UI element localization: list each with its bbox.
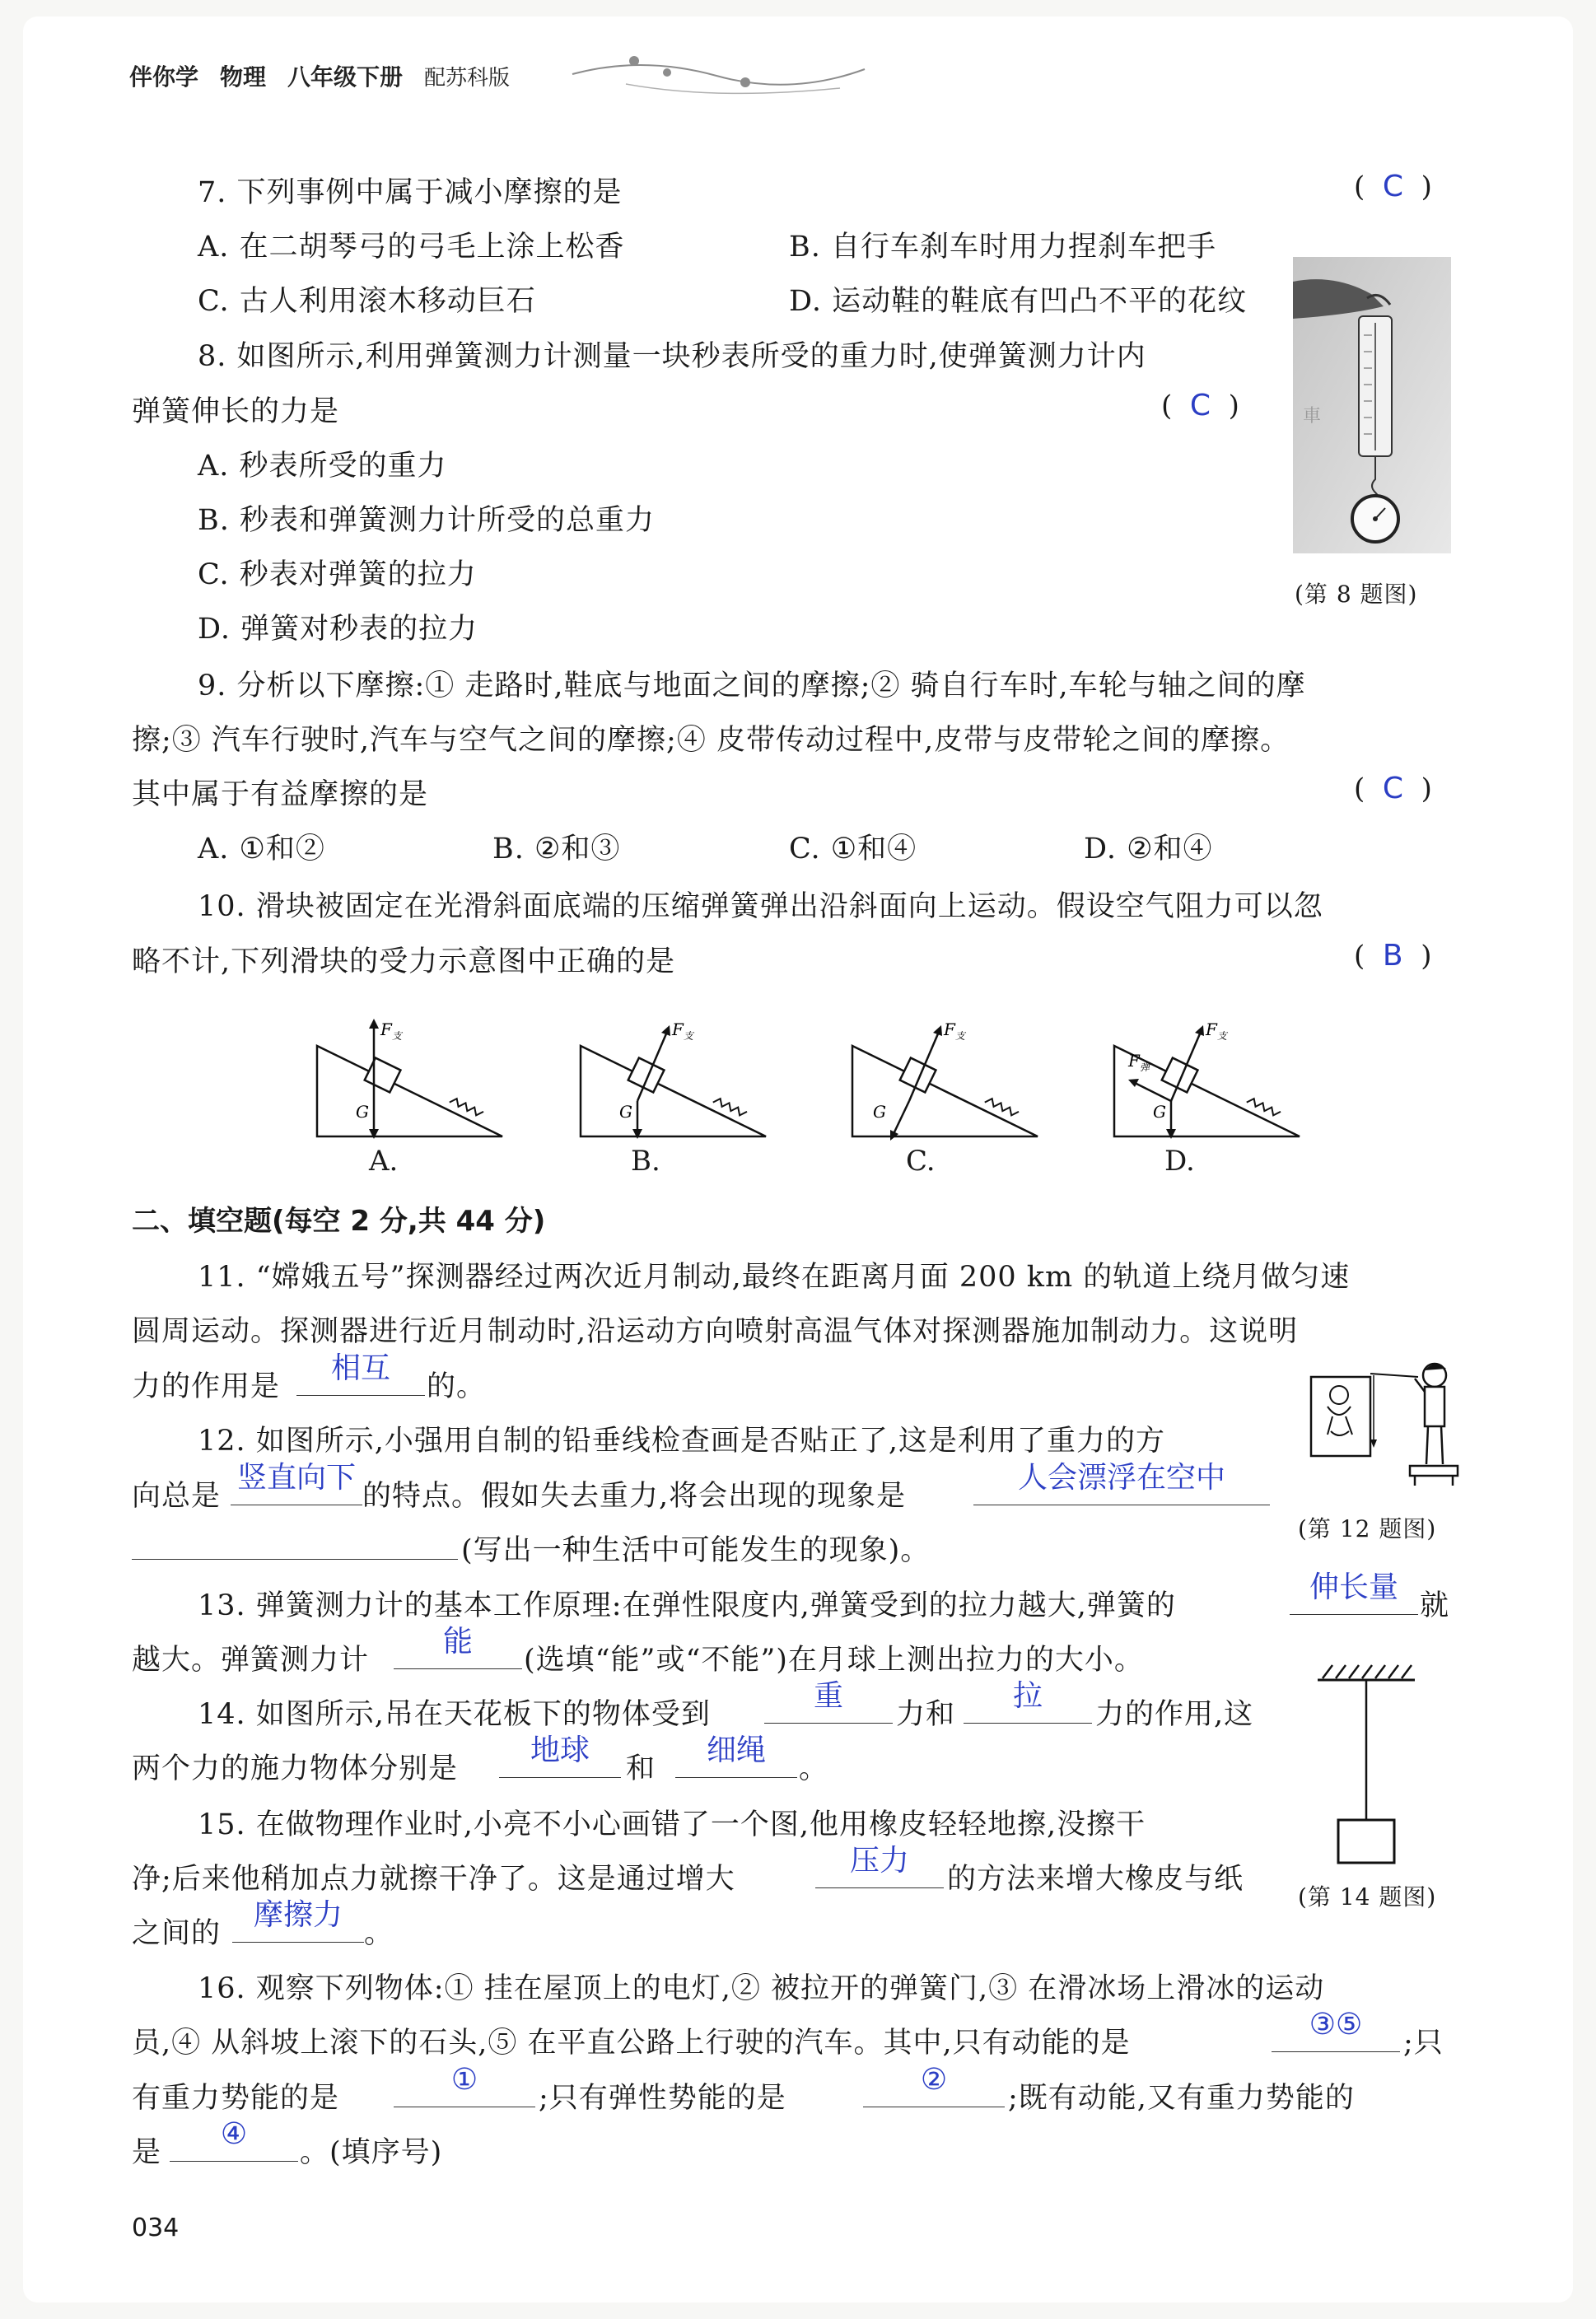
q10-line2: 略不计,下列滑块的受力示意图中正确的是	[132, 945, 676, 978]
q10-diagram-c	[840, 1009, 1054, 1149]
q10-diagram-b-label: B.	[631, 1145, 660, 1178]
q8-option-b: B. 秒表和弹簧测力计所受的总重力	[198, 504, 655, 537]
svg-text:車: 車	[1303, 406, 1322, 427]
q10-d-spring-sub: 弹	[1139, 1062, 1150, 1073]
svg-text:F支	[1205, 1020, 1229, 1042]
q8-answer-box: ( C )	[1161, 389, 1239, 422]
q8-answer: C	[1189, 389, 1211, 422]
q12-line2-end: 的特点。假如失去重力,将会出现的现象是	[362, 1480, 907, 1513]
q15-line2-end: 的方法来增大橡皮与纸	[947, 1863, 1244, 1896]
q7-option-c: C. 古人利用滚木移动巨石	[198, 285, 536, 318]
q15-line3-end: 。	[364, 1917, 394, 1950]
q9-line1: 9. 分析以下摩擦:① 走路时,鞋底与地面之间的摩擦;② 骑自行车时,车轮与轴之间的摩	[198, 670, 1306, 702]
q10-line1: 10. 滑块被固定在光滑斜面底端的压缩弹簧弹出沿斜面向上运动。假设空气阻力可以忽	[198, 890, 1323, 923]
section-fill-in-title: 二、填空题(每空 2 分,共 44 分)	[132, 1205, 546, 1238]
q14-blank-2[interactable]	[964, 1679, 1092, 1724]
q12-line3: (写出一种生活中可能发生的现象)。	[461, 1534, 931, 1567]
q15-line1: 15. 在做物理作业时,小亮不小心画错了一个图,他用橡皮轻轻地擦,没擦干	[198, 1808, 1146, 1841]
q8-option-d: D. 弹簧对秒表的拉力	[198, 613, 478, 646]
svg-text:F弹	[1127, 1051, 1151, 1073]
svg-text:F支	[671, 1020, 695, 1042]
q14-blank-3[interactable]	[499, 1733, 621, 1778]
q12-blank-1-answer: 竖直向下	[236, 1461, 356, 1495]
q13-blank-1-answer: 伸长量	[1309, 1570, 1398, 1604]
q14-line1-start: 14. 如图所示,吊在天花板下的物体受到	[198, 1698, 711, 1731]
q15-blank-2[interactable]	[232, 1898, 364, 1943]
q12-blank-2-answer: 人会漂浮在空中	[1017, 1461, 1225, 1495]
q9-option-d: D. ②和④	[1084, 833, 1213, 866]
q16-blank-2-answer: ①	[450, 2063, 478, 2097]
q10-d-spring-force: F	[1128, 1051, 1140, 1071]
q10-diagram-d-label: D.	[1164, 1145, 1195, 1178]
q10-answer: B	[1382, 939, 1403, 973]
q11-line3-end: 的。	[427, 1370, 487, 1403]
q15-line3-start: 之间的	[132, 1917, 222, 1950]
q16-blank-4[interactable]	[170, 2117, 298, 2162]
q14-blank-1[interactable]	[764, 1679, 893, 1724]
q10-diagram-c-label: C.	[906, 1145, 936, 1178]
q14-blank-4-answer: 细绳	[706, 1733, 766, 1767]
q7-option-b: B. 自行车刹车时用力捏刹车把手	[789, 231, 1216, 264]
q13-blank-2-answer: 能	[442, 1625, 473, 1659]
q10-b-support-force: F	[672, 1020, 684, 1039]
q14-caption: (第 14 题图)	[1298, 1883, 1437, 1911]
q9-answer: C	[1382, 772, 1404, 805]
q10-c-support-force: F	[944, 1020, 955, 1039]
header-subject: 物理	[220, 63, 267, 91]
q13-blank-1[interactable]	[1290, 1570, 1418, 1615]
q14-line1-mid: 力和	[896, 1698, 956, 1731]
q12-line1: 12. 如图所示,小强用自制的铅垂线检查画是否贴正了,这是利用了重力的方	[198, 1425, 1166, 1458]
q14-blank-3-answer: 地球	[530, 1733, 590, 1767]
q16-blank-3-answer: ②	[920, 2063, 948, 2097]
q14-line1-end: 力的作用,这	[1095, 1698, 1254, 1731]
q12-blank-1[interactable]	[231, 1461, 362, 1505]
q12-blank-2[interactable]	[973, 1461, 1270, 1505]
q15-blank-1-answer: 压力	[849, 1844, 909, 1878]
q9-option-b: B. ②和③	[492, 833, 621, 866]
q14-line2-end: 。	[799, 1752, 829, 1785]
q10-c-gravity: G	[873, 1102, 886, 1122]
q10-b-support-sub: 支	[683, 1030, 693, 1042]
q10-diagram-a	[305, 1009, 519, 1149]
svg-text:F支	[380, 1020, 404, 1042]
q16-blank-1[interactable]	[1272, 2008, 1400, 2052]
q15-blank-1[interactable]	[815, 1844, 944, 1888]
q10-diagram-a-label: A.	[369, 1145, 399, 1178]
q10-a-support-sub: 支	[391, 1030, 402, 1042]
q11-blank-1-answer: 相互	[330, 1351, 390, 1385]
q9-line3: 其中属于有益摩擦的是	[132, 778, 429, 811]
q12-caption: (第 12 题图)	[1298, 1515, 1437, 1542]
q11-blank-1[interactable]	[296, 1351, 425, 1396]
q14-line2-mid: 和	[626, 1752, 656, 1785]
q16-line3-mid: ;只有弹性势能的是	[539, 2082, 786, 2115]
header-decoration-icon	[568, 51, 881, 100]
q7-answer-box: ( C )	[1354, 170, 1432, 203]
header-edition: 配苏科版	[424, 66, 511, 91]
q13-line2-end: (选填“能”或“不能”)在月球上测出拉力的大小。	[524, 1644, 1144, 1677]
q11-line1: 11. “嫦娥五号”探测器经过两次近月制动,最终在距离月面 200 km 的轨道上绕月做匀速	[198, 1261, 1351, 1294]
q8-stem-line2: 弹簧伸长的力是	[132, 395, 340, 428]
q16-line2-start: 员,④ 从斜坡上滚下的石头,⑤ 在平直公路上行驶的汽车。其中,只有动能的是	[132, 2027, 1131, 2060]
q12-blank-3-line[interactable]	[132, 1523, 458, 1560]
q10-b-gravity: G	[619, 1102, 632, 1122]
q7-answer: C	[1382, 170, 1404, 203]
q10-d-gravity: G	[1153, 1102, 1166, 1122]
q9-line2: 擦;③ 汽车行驶时,汽车与空气之间的摩擦;④ 皮带传动过程中,皮带与皮带轮之间的摩擦。	[132, 724, 1290, 757]
q13-line1-start: 13. 弹簧测力计的基本工作原理:在弹性限度内,弹簧受到的拉力越大,弹簧的	[198, 1589, 1176, 1622]
q14-blank-4[interactable]	[675, 1733, 797, 1778]
q11-line3-start: 力的作用是	[132, 1370, 281, 1403]
q8-stem-line1: 8. 如图所示,利用弹簧测力计测量一块秒表所受的重力时,使弹簧测力计内	[198, 340, 1146, 373]
q15-blank-2-answer: 摩擦力	[253, 1898, 343, 1932]
q16-blank-2[interactable]	[394, 2063, 535, 2107]
q13-line1-end: 就	[1420, 1589, 1450, 1622]
q16-blank-1-answer: ③⑤	[1309, 2008, 1363, 2041]
q13-blank-2[interactable]	[394, 1625, 522, 1669]
page-header	[129, 59, 510, 92]
q10-a-gravity: G	[356, 1102, 369, 1122]
q11-line2: 圆周运动。探测器进行近月制动时,沿运动方向喷射高温气体对探测器施加制动力。这说明	[132, 1315, 1299, 1348]
q16-line3-start: 有重力势能的是	[132, 2082, 340, 2115]
page-number: 034	[132, 2214, 180, 2242]
header-grade: 八年级下册	[287, 63, 404, 91]
q16-line1: 16. 观察下列物体:① 挂在屋顶上的电灯,② 被拉开的弹簧门,③ 在滑冰场上滑冰的运动	[198, 1972, 1325, 2005]
q16-blank-3[interactable]	[863, 2063, 1005, 2107]
q14-hanging-block-figure	[1301, 1655, 1425, 1869]
q10-c-support-sub: 支	[954, 1030, 965, 1042]
q16-line2-end: ;只	[1403, 2027, 1444, 2060]
q16-blank-4-answer: ④	[220, 2117, 248, 2151]
q15-line2-start: 净;后来他稍加点力就擦干净了。这是通过增大	[132, 1863, 735, 1896]
q7-option-a: A. 在二胡琴弓的弓毛上涂上松香	[198, 231, 625, 264]
q16-line4-end: 。(填序号)	[300, 2136, 443, 2169]
q12-line2-start: 向总是	[132, 1480, 222, 1513]
q7-stem: 7. 下列事例中属于减小摩擦的是	[198, 176, 623, 209]
q9-option-a: A. ①和②	[198, 833, 325, 866]
q9-option-c: C. ①和④	[789, 833, 917, 866]
q16-line4-start: 是	[132, 2136, 162, 2169]
q8-caption: (第 8 题图)	[1295, 581, 1418, 608]
q8-option-c: C. 秒表对弹簧的拉力	[198, 558, 477, 591]
q9-answer-box: ( C )	[1354, 772, 1432, 805]
q12-plumb-line-figure	[1303, 1357, 1459, 1505]
q10-a-support-force: F	[380, 1020, 392, 1039]
q10-diagram-d	[1102, 1009, 1316, 1149]
q16-line3-end: ;既有动能,又有重力势能的	[1008, 2082, 1355, 2115]
svg-text:F支	[943, 1020, 967, 1042]
q10-d-support-force: F	[1206, 1020, 1217, 1039]
q8-option-a: A. 秒表所受的重力	[198, 450, 447, 483]
q14-line2-start: 两个力的施力物体分别是	[132, 1752, 459, 1785]
q14-blank-1-answer: 重	[813, 1679, 843, 1713]
q7-option-d: D. 运动鞋的鞋底有凹凸不平的花纹	[789, 285, 1248, 318]
q13-line2-start: 越大。弹簧测力计	[132, 1644, 370, 1677]
q10-d-support-sub: 支	[1216, 1030, 1227, 1042]
q10-answer-box: ( B )	[1354, 939, 1432, 973]
q10-diagram-b	[568, 1009, 782, 1149]
header-book: 伴你学	[129, 63, 199, 91]
q8-spring-scale-photo	[1293, 257, 1451, 553]
q14-blank-2-answer: 拉	[1012, 1679, 1043, 1713]
